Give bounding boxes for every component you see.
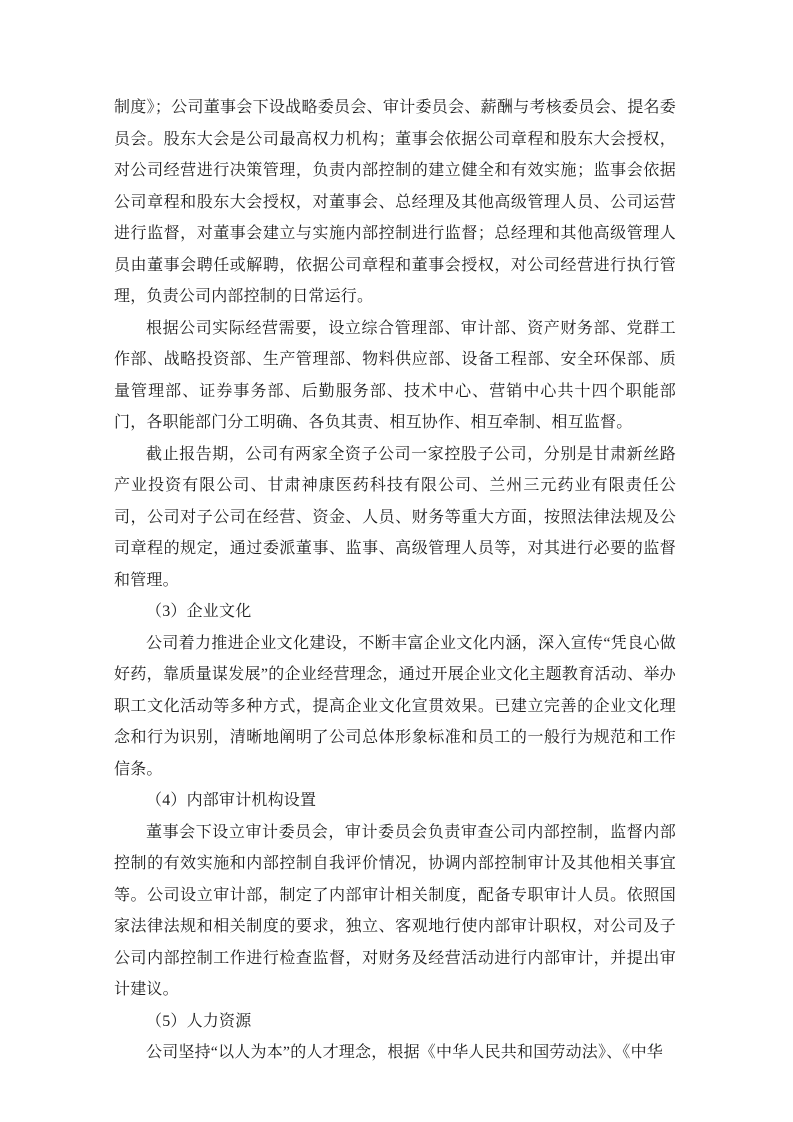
- section-heading-corporate-culture: （3）企业文化: [146, 603, 252, 620]
- section-heading-internal-audit: （4）内部审计机构设置: [146, 792, 317, 809]
- paragraph-subsidiaries: 截止报告期，公司有两家全资子公司一家控股子公司，分别是甘肃新丝路产业投资有限公司、甘肃神康医药科技有限公司、兰州三元药业有限责任公司，公司对子公司在经营、资金、人员、财务等重大方面，按照法律法规及公司章程的规定，通过委派董事、监事、高级管理人员等，对其进行必要的监督和管理。: [114, 445, 676, 589]
- paragraph-continuation: 制度》；公司董事会下设战略委员会、审计委员会、薪酬与考核委员会、提名委员会。股东大会是公司最高权力机构；董事会依据公司章程和股东大会授权，对公司经营进行决策管理，负责内部控制的建立健全和有效实施；监事会依据公司章程和股东大会授权，对董事会、总经理及其他高级管理人员、公司运营进行监督，对董事会建立与实施内部控制进行监督；总经理和其他高级管理人员由董事会聘任或解聘，依据公司章程和董事会授权，对公司经营进行执行管理，负责公司内部控制的日常运行。: [114, 99, 676, 305]
- section-heading-human-resources: （5）人力资源: [146, 1012, 252, 1030]
- paragraph-internal-audit: 董事会下设立审计委员会，审计委员会负责审查公司内部控制，监督内部控制的有效实施和内部控制自我评价情况，协调内部控制审计及其他相关事宜等。公司设立审计部，制定了内部审计相关制度，配备专职审计人员。依照国家法律法规和相关制度的要求，独立、客观地行使内部审计职权，对公司及子公司内部控制工作进行检查监督，对财务及经营活动进行内部审计，并提出审计建议。: [114, 823, 676, 998]
- paragraph-departments: 根据公司实际经营需要，设立综合管理部、审计部、资产财务部、党群工作部、战略投资部、生产管理部、物料供应部、设备工程部、安全环保部、质量管理部、证券事务部、后勤服务部、技术中心、营销中心共十四个职能部门，各职能部门分工明确、各负其责、相互协作、相互牵制、相互监督。: [114, 319, 676, 431]
- paragraph-human-resources: 公司坚持“以人为本”的人才理念，根据《中华人民共和国劳动法》、《中华: [146, 1044, 664, 1061]
- document-body: [114, 92, 676, 1069]
- paragraph-corporate-culture: 公司着力推进企业文化建设，不断丰富企业文化内涵，深入宣传“凭良心做好药，靠质量谋发展”的企业经营理念，通过开展企业文化主题教育活动、举办职工文化活动等多种方式，提高企业文化宣贯效果。已建立完善的企业文化理念和行为识别，清晰地阐明了公司总体形象标准和员工的一般行为规范和工作信条。: [114, 634, 676, 778]
